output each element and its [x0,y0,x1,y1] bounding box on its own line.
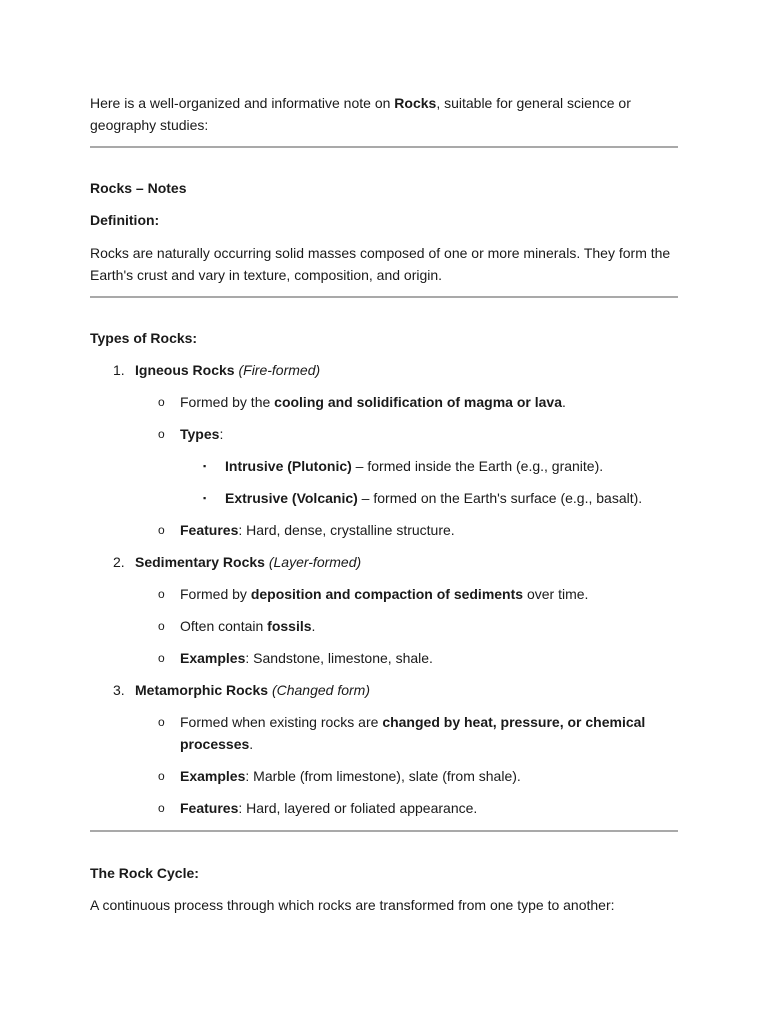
list-item-sedimentary [90,551,678,573]
bullet-item: o Types: [90,423,678,445]
list-number: 3. [113,682,125,698]
divider [90,830,678,832]
list-item-igneous [90,359,678,381]
circle-bullet-icon: o [158,619,165,633]
types-heading: Types of Rocks: [90,330,198,346]
rock-cycle-heading: The Rock Cycle: [90,865,199,881]
intro-text: Here is a well-organized and informative note on [90,95,395,111]
rock-type-note: (Fire-formed) [238,362,321,378]
rock-type-note: (Changed form) [271,682,370,698]
bullet-item: o Examples: Sandstone, limestone, shale. [90,647,678,669]
list-number: 1. [113,362,125,378]
circle-bullet-icon: o [158,801,165,815]
divider [90,146,678,148]
list-number: 2. [113,554,125,570]
rock-type-note: (Layer-formed) [268,554,362,570]
intro-paragraph [90,92,678,136]
circle-bullet-icon: o [158,715,165,729]
definition-heading: Definition: [90,212,160,228]
rock-type-name: Sedimentary Rocks [135,554,265,570]
bullet-item-continued: processes. [180,736,254,752]
circle-bullet-icon: o [158,769,165,783]
definition-text: Rocks are naturally occurring solid masses composed of one or more minerals. They form the Earth's crust and vary in texture, composition, and origin. [90,245,671,283]
bullet-item: o Formed by deposition and compaction of sediments over time. [90,583,678,605]
rock-type-name: Igneous Rocks [135,362,235,378]
circle-bullet-icon: o [158,523,165,537]
divider [90,296,678,298]
sub-bullet-item: ▪ Intrusive (Plutonic) – formed inside the Earth (e.g., granite). [90,455,678,477]
bullet-item: o Formed by the cooling and solidification of magma or lava. [90,391,678,413]
rock-type-name: Metamorphic Rocks [135,682,269,698]
bullet-item: o Examples: Marble (from limestone), slate (from shale). [90,765,678,787]
intro-text-end: , suitable for general science or geography studies: [90,95,631,133]
bullet-item: o Formed when existing rocks are changed by heat, pressure, or chemical [90,711,678,733]
square-bullet-icon: ▪ [203,461,207,471]
circle-bullet-icon: o [158,427,165,441]
sub-bullet-item: ▪ Extrusive (Volcanic) – formed on the Earth's surface (e.g., basalt). [90,487,678,509]
circle-bullet-icon: o [158,651,165,665]
document-title: Rocks – Notes [90,180,187,196]
circle-bullet-icon: o [158,587,165,601]
bullet-item: o Often contain fossils. [90,615,678,637]
circle-bullet-icon: o [158,395,165,409]
list-item-metamorphic [90,679,678,701]
rock-cycle-text: A continuous process through which rocks are transformed from one type to another: [90,897,615,913]
bullet-item: o Features: Hard, layered or foliated appearance. [90,797,678,819]
bullet-item: o Features: Hard, dense, crystalline structure. [90,519,678,541]
intro-bold-term: Rocks [394,95,437,111]
square-bullet-icon: ▪ [203,493,207,503]
